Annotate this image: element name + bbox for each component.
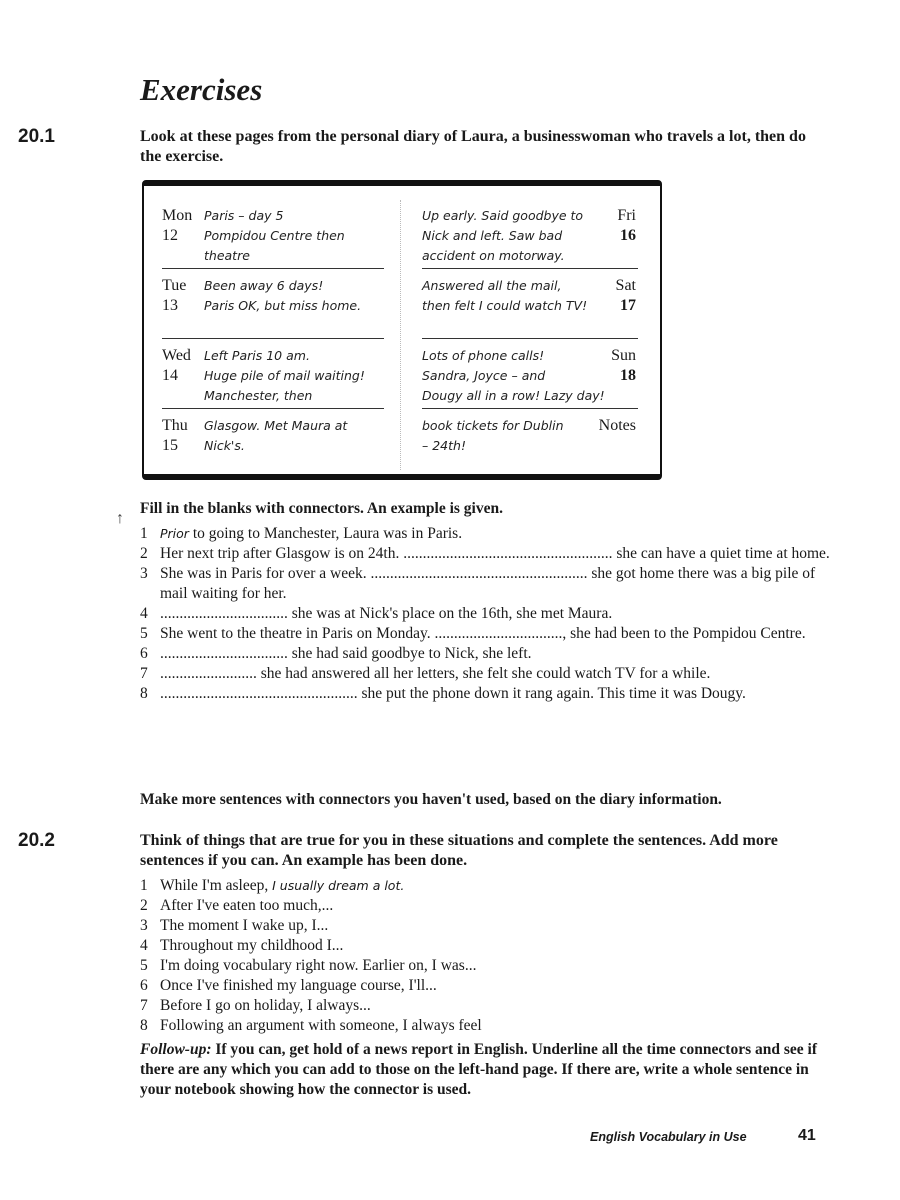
item-number: 7 (140, 665, 148, 682)
item-text: She went to the theatre in Paris on Monday. ................................., she had been to the Pompidou Centre. (160, 625, 806, 642)
diary-rule (162, 268, 384, 269)
list-item (140, 916, 830, 936)
list-item (140, 664, 830, 684)
item-number: 6 (140, 645, 148, 662)
list-item (140, 996, 830, 1016)
follow-up (140, 1040, 830, 1100)
diary-entry-sat: Answered all the mail, then felt I could watch TV! (422, 278, 588, 313)
diary-day-label: Thu (162, 417, 188, 434)
section-number-20-2: 20.2 (18, 830, 55, 851)
item-text: Her next trip after Glasgow is on 24th. ...................................................... she can have a quiet time at home. (160, 545, 830, 562)
diary-rule (422, 408, 638, 409)
item-text: After I've eaten too much,... (160, 897, 334, 914)
item-text: Throughout my childhood I... (160, 937, 344, 954)
list-item (140, 976, 830, 996)
diary-date-label: 13 (162, 297, 178, 314)
item-text: ................................. she was at Nick's place on the 16th, she met Maura. (160, 605, 613, 622)
diary-entry-sun: Lots of phone calls! Sandra, Joyce – and Dougy all in a row! Lazy day! (422, 348, 605, 403)
diary-date-label: 14 (162, 367, 178, 384)
item-text: Once I've finished my language course, I'll... (160, 977, 437, 994)
margin-mark: ↑ (116, 510, 124, 527)
item-number: 1 (140, 877, 148, 894)
item-text: ......................... she had answered all her letters, she felt she could watch TV for a while. (160, 665, 711, 682)
exercise-instruction: Fill in the blanks with connectors. An example is given. (140, 500, 503, 517)
item-text: Following an argument with someone, I always feel (160, 1017, 482, 1034)
item-number: 4 (140, 605, 148, 622)
diary-day-label: Wed (162, 347, 191, 364)
item-text: The moment I wake up, I... (160, 917, 329, 934)
item-number: 3 (140, 917, 148, 934)
item-number: 7 (140, 997, 148, 1014)
diary-date-label: 17 (620, 297, 636, 314)
diary-rule (422, 338, 638, 339)
diary-date-label: 18 (620, 367, 636, 384)
item-text: While I'm asleep, (160, 877, 273, 894)
page-title: Exercises (140, 72, 263, 107)
diary-day-label: Sat (615, 277, 636, 294)
item-number: 2 (140, 897, 148, 914)
diary-day-label: Fri (617, 207, 636, 224)
diary-box (142, 180, 662, 480)
list-item (140, 644, 830, 664)
list-item (140, 1016, 830, 1036)
diary-day-label: Tue (162, 277, 187, 294)
diary-date-label: 15 (162, 437, 178, 454)
list-item (140, 876, 830, 896)
diary-day-label: Sun (611, 347, 636, 364)
section-number-20-1: 20.1 (18, 126, 55, 147)
follow-up-text: If you can, get hold of a news report in English. Underline all the time connectors and see if there are any which you can add to those on the left-hand page. If there are, write a whole sentence in your notebook showing how the connector is used. (140, 1041, 817, 1098)
more-sentences-instruction: Make more sentences with connectors you haven't used, based on the diary information. (140, 791, 722, 808)
item-number: 5 (140, 625, 148, 642)
diary-entry-mon: Paris – day 5 Pompidou Centre then theatre (204, 208, 345, 263)
diary-entry-wed: Left Paris 10 am. Huge pile of mail waiting! Manchester, then (204, 348, 365, 403)
diary-notes-label: Notes (598, 417, 636, 434)
diary-entry-tue: Been away 6 days! Paris OK, but miss home. (204, 278, 362, 313)
footer-book-title: English Vocabulary in Use (590, 1130, 747, 1144)
section-intro: Look at these pages from the personal diary of Laura, a businesswoman who travels a lot, then do the exercise. (140, 128, 806, 165)
list-item (140, 624, 830, 644)
page-number: 41 (798, 1127, 816, 1144)
list-item (140, 564, 830, 604)
diary-rule (162, 408, 384, 409)
item-text: Before I go on holiday, I always... (160, 997, 371, 1014)
diary-date-label: 16 (620, 227, 636, 244)
item-text: to going to Manchester, Laura was in Paris. (188, 525, 463, 542)
example-answer: I usually dream a lot. (272, 878, 405, 893)
list-item (140, 936, 830, 956)
diary-rule (422, 268, 638, 269)
item-number: 3 (140, 565, 148, 582)
section-intro: Think of things that are true for you in these situations and complete the sentences. Add more sentences if you can. An example has been done. (140, 832, 778, 869)
list-item (140, 684, 830, 704)
diary-entry-notes: book tickets for Dublin – 24th! (422, 418, 564, 453)
item-text: I'm doing vocabulary right now. Earlier on, I was... (160, 957, 477, 974)
example-answer: Prior (160, 526, 189, 541)
item-text: ................................. she had said goodbye to Nick, she left. (160, 645, 532, 662)
item-text: She was in Paris for over a week. ........................................................ she got home there was a big pile of mail waiting for her. (160, 565, 816, 602)
list-item (140, 524, 830, 544)
exercise-list-20-1 (140, 524, 830, 704)
diary-entry-thu: Glasgow. Met Maura at Nick's. (204, 418, 348, 453)
diary-day-label: Mon (162, 207, 193, 224)
list-item (140, 896, 830, 916)
item-number: 4 (140, 937, 148, 954)
diary-entry-fri: Up early. Said goodbye to Nick and left. Saw bad accident on motorway. (422, 208, 584, 263)
list-item (140, 544, 830, 564)
exercise-list-20-2 (140, 876, 830, 1036)
item-number: 6 (140, 977, 148, 994)
item-number: 5 (140, 957, 148, 974)
item-number: 1 (140, 525, 148, 542)
list-item (140, 604, 830, 624)
item-number: 8 (140, 685, 148, 702)
item-text: ................................................... she put the phone down it rang again. This time it was Dougy. (160, 685, 746, 702)
follow-up-lead: Follow-up: (140, 1041, 212, 1058)
item-number: 2 (140, 545, 148, 562)
item-number: 8 (140, 1017, 148, 1034)
diary-rule (162, 338, 384, 339)
diary-divider (400, 200, 401, 470)
diary-date-label: 12 (162, 227, 178, 244)
list-item (140, 956, 830, 976)
